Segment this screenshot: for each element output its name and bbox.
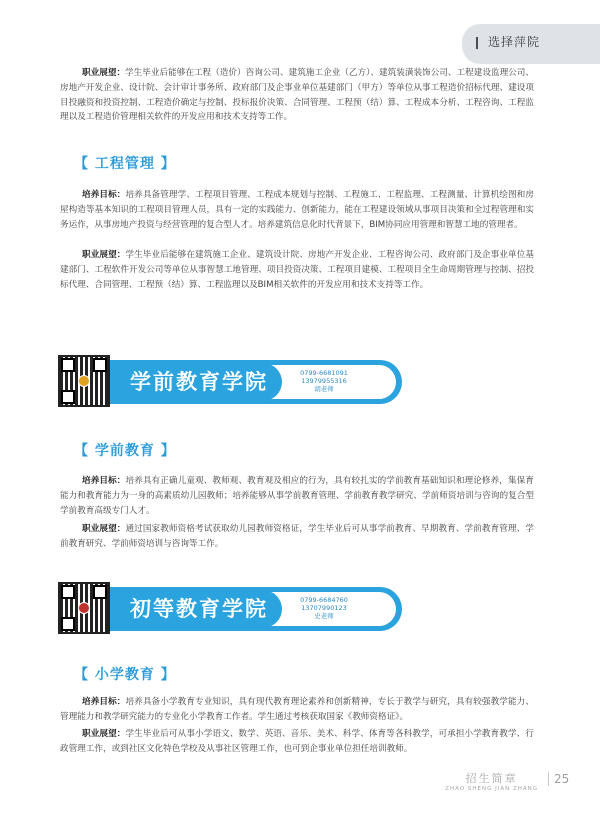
goal-label: 培养目标： xyxy=(82,476,126,486)
footer-brand xyxy=(445,770,538,792)
primary-education-prospect-paragraph xyxy=(60,727,534,757)
prospect-text: 通过国家教师资格考试获取幼儿园教师资格证，学生毕业后可从事学前教育、早期教育、学前教育管理、学前教育研究、学前师资培训与咨询等工作。 xyxy=(60,524,534,549)
contact-phone: 13979955316 xyxy=(301,377,347,385)
engineering-management-goal-paragraph xyxy=(60,188,534,232)
qr-code-icon xyxy=(58,355,110,407)
prospect-label: 职业展望： xyxy=(82,729,126,739)
qr-finder xyxy=(93,585,107,599)
goal-label: 培养目标： xyxy=(82,190,126,200)
preschool-education-prospect-paragraph xyxy=(60,522,534,552)
goal-text: 培养具备小学教育专业知识，具有现代教育理论素养和创新精神，专长于教学与研究，具有较强教学能力、管理能力和教学研究能力的专业化小学教育工作者。学生通过考核获取国家《教师资格证》。 xyxy=(60,697,534,722)
contact-phone: 0799-6681091 xyxy=(300,369,348,377)
qr-finder xyxy=(93,358,107,372)
preschool-education-heading: 【 学前教育 】 xyxy=(74,443,176,459)
college-logo-icon xyxy=(78,375,90,387)
engineering-management-heading: 【 工程管理 】 xyxy=(74,156,176,172)
contact-phone: 13707990123 xyxy=(301,604,347,612)
page-number: 25 xyxy=(548,772,569,786)
qr-code-icon xyxy=(58,582,110,634)
qr-finder xyxy=(61,390,75,404)
section-tab xyxy=(462,24,600,64)
footer-title-en: ZHAO SHENG JIAN ZHANG xyxy=(445,786,538,792)
primary-college-banner xyxy=(58,582,378,642)
banner-contact xyxy=(294,369,354,393)
contact-person: 胡老师 xyxy=(314,385,334,393)
banner-contact xyxy=(294,596,354,620)
goal-text: 培养具有正确儿童观、教师观、教育观及相应的行为，具有较扎实的学前教育基础知识和理论修养，集保育能力和教育能力为一身的高素质幼儿园教师；培养能够从事学前教育管理、学前教育教学研究、学前师资培训与咨询的复合型学前教育高级专门人才。 xyxy=(60,476,534,516)
goal-label: 培养目标： xyxy=(82,697,126,707)
banner-title: 初等教育学院 xyxy=(130,597,268,621)
prospect-label: 职业展望： xyxy=(82,68,126,78)
section-tab-label: 选择萍院 xyxy=(488,35,541,49)
primary-education-goal-paragraph xyxy=(60,695,534,725)
qr-finder xyxy=(61,617,75,631)
prospect-label: 职业展望： xyxy=(82,250,126,260)
contact-person: 史老师 xyxy=(314,612,334,620)
engineering-cost-prospect-paragraph xyxy=(60,66,534,125)
prospect-label: 职业展望： xyxy=(82,524,126,534)
tab-divider xyxy=(476,37,478,49)
preschool-education-goal-paragraph xyxy=(60,474,534,518)
prospect-text: 学生毕业后能够在工程（造价）咨询公司、建筑施工企业（乙方）、建筑装潢装饰公司、工程建设监理公司、房地产开发企业、设计院、会计审计事务所、政府部门及企事业单位基建部门（甲方）等单位从事工程造价招标代理、建设项目投融资和投资控制、工程造价确定与控制、投标报价决策、合同管理、工程预（结）算、工程成本分析、工程咨询、工程监理以及工程造价管理相关软件的开发应用和技术支持等工作。 xyxy=(60,68,534,123)
goal-text: 培养具备管理学、工程项目管理、工程成本规划与控制、工程施工、工程监理、工程测量、计算机绘图和房屋构造等基本知识的工程项目管理人员，具有一定的实践能力、创新能力，能在工程建设领域从事项目决策和全过程管理和实务运作，从事房地产投资与经营管理的复合型人才。培养建筑信息化时代背景下，BIM协同应用管理和智慧工地的管理者。 xyxy=(60,190,534,230)
banner-title: 学前教育学院 xyxy=(130,370,268,394)
primary-education-heading: 【 小学教育 】 xyxy=(74,667,176,683)
contact-phone: 0799-6684760 xyxy=(300,596,348,604)
prospect-text: 学生毕业后可从事小学语文、数学、英语、音乐、美术、科学、体育等各科教学，可承担小学教育教学、行政管理工作，或到社区文化特色学校及从事社区管理工作，也可到企事业单位担任培训教师。 xyxy=(60,729,534,754)
prospect-text: 学生毕业后能够在建筑施工企业、建筑设计院、房地产开发企业、工程咨询公司、政府部门及企事业单位基建部门、工程软件开发公司等单位从事智慧工地管理、项目投资决策、工程项目建模、工程项目全生命周期管理与控制、招投标代理、合同管理、工程预（结）算、工程监理以及BIM相关软件的开发应用和技术支持等工作。 xyxy=(60,250,534,290)
qr-finder xyxy=(61,358,75,372)
engineering-management-prospect-paragraph xyxy=(60,248,534,292)
qr-finder xyxy=(61,585,75,599)
footer-title-cn: 招生简章 xyxy=(465,772,518,785)
preschool-college-banner xyxy=(58,355,378,415)
college-logo-icon xyxy=(78,602,90,614)
